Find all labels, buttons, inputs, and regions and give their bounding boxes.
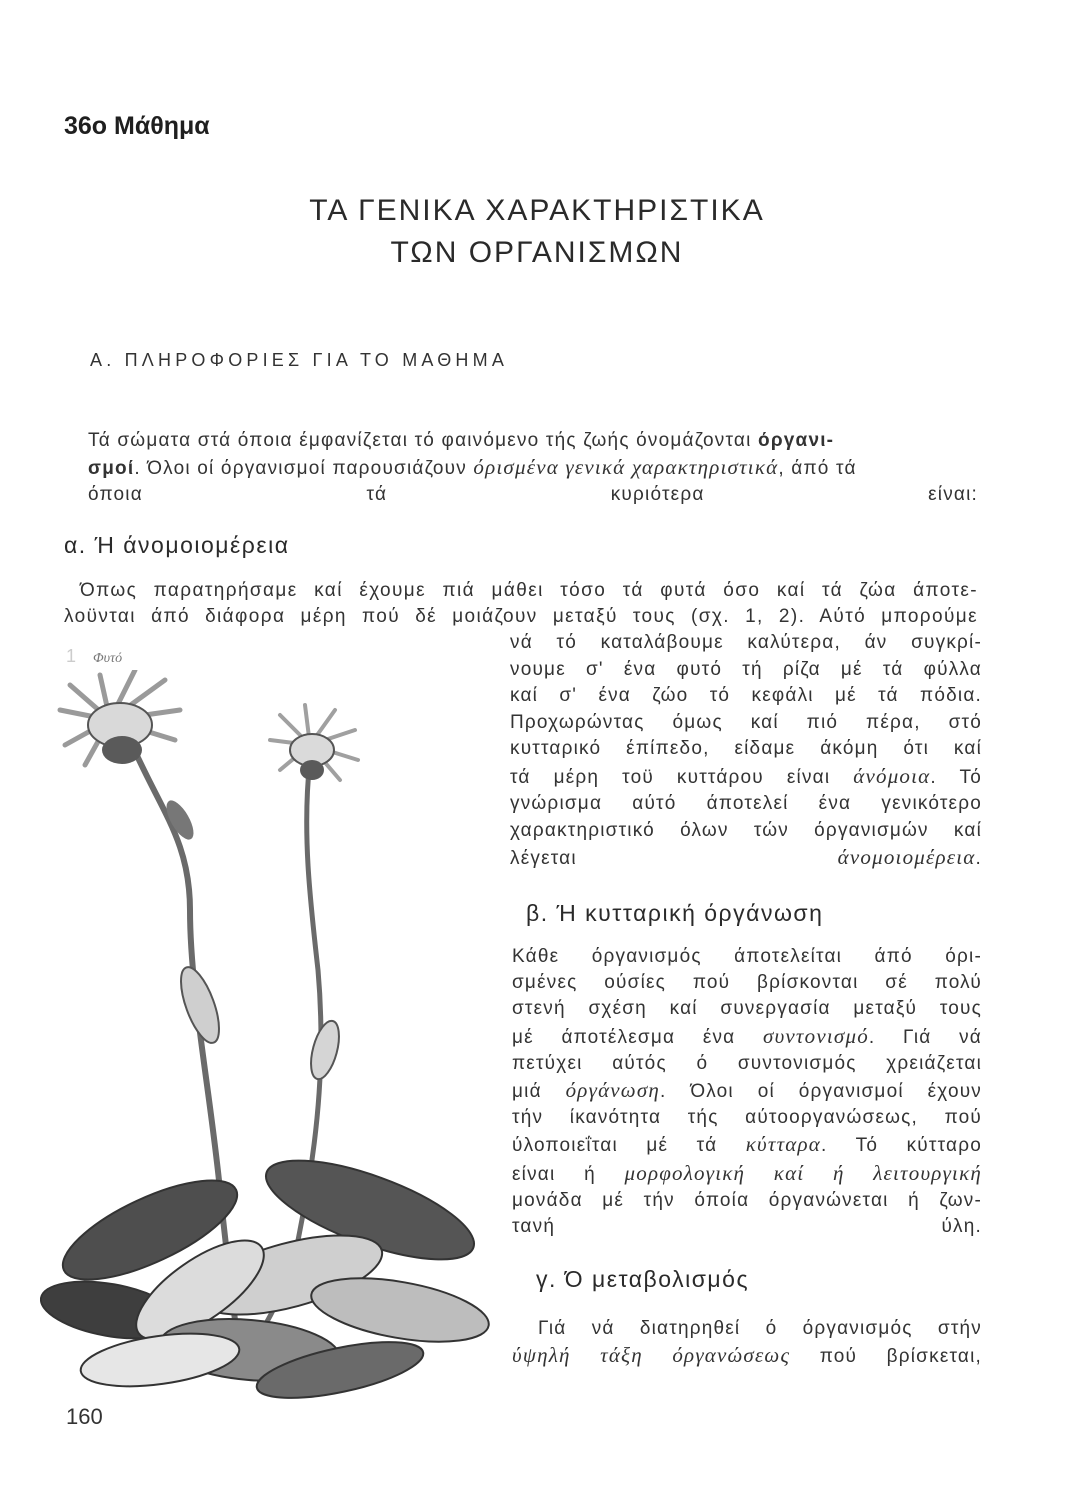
basal-leaves bbox=[40, 1140, 493, 1400]
intro-line-3: όποια τά κυριότερα είναι: bbox=[88, 484, 978, 505]
intro-text: , άπό τά bbox=[778, 458, 857, 479]
intro-text: . Όλοι οί όργανισμοί παρουσιάζουν bbox=[134, 458, 474, 479]
para-a-line: νουμε σ' ένα φυτό τή ρίζα μέ τά φύλλα bbox=[510, 658, 982, 680]
intro-text: Τά σώματα στά όποια έμφανίζεται τό φαινόμενο τής ζωής όνομάζονται bbox=[88, 430, 759, 451]
para-a-column bbox=[510, 630, 982, 873]
para-b bbox=[512, 944, 982, 1240]
para-a-text: τά μέρη τοϋ κυττάρου είναι bbox=[510, 766, 854, 788]
para-b-text: μιά bbox=[512, 1081, 566, 1103]
term-organisms: όργανι- bbox=[758, 430, 835, 451]
term-morphological-functional: μορφολογική καί ή λειτουργική bbox=[624, 1160, 982, 1185]
term-organization: όργάνωση bbox=[565, 1078, 661, 1103]
para-b-text: . Γιά νά bbox=[868, 1026, 982, 1048]
para-a-text: . bbox=[975, 848, 982, 869]
para-a-line: Προχωρώντας όμως καί πιό πέρα, στό bbox=[510, 711, 982, 733]
para-b-line: Κάθε όργανισμός άποτελείται άπό όρι- bbox=[512, 946, 982, 967]
para-b-text: ύλοποιεΐται μέ τά bbox=[512, 1135, 746, 1157]
term-high-order: ύψηλή τάξη όργανώσεως bbox=[512, 1343, 791, 1367]
para-b-line bbox=[512, 1077, 982, 1105]
para-c-text: πού βρίσκεται, bbox=[790, 1346, 983, 1367]
term-organisms-end: σμοί bbox=[88, 458, 135, 479]
para-a-text: λέγεται bbox=[510, 848, 838, 869]
lesson-number: 36ο Μάθημα bbox=[64, 112, 210, 140]
para-c-line bbox=[512, 1342, 982, 1370]
para-a-line bbox=[510, 844, 982, 873]
flower-left bbox=[60, 670, 180, 765]
para-b-line bbox=[512, 1023, 982, 1051]
term-general-characteristics: όρισμένα γενικά χαρακτηριστικά bbox=[473, 455, 779, 479]
para-b-text: είναι ή bbox=[512, 1163, 625, 1185]
stem-leaf bbox=[173, 963, 227, 1048]
heading-metabolism: γ. Ό μεταβολισμός bbox=[536, 1266, 750, 1292]
heading-anomoiomereia: α. Ή άνομοιομέρεια bbox=[64, 532, 290, 558]
para-b-line: σμένες ούσίες πού βρίσκονται σέ πολύ bbox=[512, 972, 982, 994]
intro-line-2 bbox=[88, 454, 978, 482]
para-b-text: μέ άποτέλεσμα ένα bbox=[512, 1026, 764, 1048]
term-anomoiomereia: άνομοιομέρεια bbox=[837, 845, 976, 869]
term-cells: κύτταρα bbox=[745, 1132, 822, 1157]
para-b-line: τανή ύλη. bbox=[512, 1216, 982, 1238]
para-b-line: πετύχει αύτός ό συντονισμός χρειάζεται bbox=[512, 1052, 982, 1074]
para-a-text: . Τό bbox=[930, 766, 982, 788]
term-dissimilar: άνόμοια bbox=[853, 763, 931, 788]
para-b-text: . Όλοι οί όργανισμοί έχουν bbox=[660, 1081, 983, 1103]
para-a-line bbox=[510, 763, 982, 792]
para-c-line: Γιά νά διατηρηθεί ό όργανισμός στήν bbox=[538, 1318, 982, 1339]
para-a-line: καί σ' ένα ζώο τό κεφάλι μέ τά πόδια. bbox=[510, 685, 982, 706]
plant-illustration bbox=[40, 670, 510, 1400]
page-title-line-2: ΤΩΝ ΟΡΓΑΝΙΣΜΩΝ bbox=[390, 236, 684, 269]
para-a-line: νά τό καταλάβουμε καλύτερα, άν συγκρί- bbox=[510, 632, 982, 653]
stem-leaf bbox=[306, 1018, 345, 1082]
intro-line-1 bbox=[88, 428, 978, 454]
para-b-line: τήν ίκανότητα τής αύτοοργανώσεως, πού bbox=[512, 1107, 982, 1129]
page-number: 160 bbox=[66, 1404, 103, 1429]
para-a-full-line-2: λοϋνται άπό διάφορα μέρη πού δέ μοιάζουν μεταξύ τους (σχ. 1, 2). Αύτό μπορούμε bbox=[64, 606, 978, 627]
para-a-line: χαρακτηριστικό όλων τών όργανισμών καί bbox=[510, 819, 982, 841]
term-coordination: συντονισμό bbox=[763, 1023, 869, 1048]
page-title-line-1: ΤΑ ΓΕΝΙΚΑ ΧΑΡΑΚΤΗΡΙΣΤΙΚΑ bbox=[309, 194, 765, 227]
para-b-line: στενή σχέση καί συνεργασία μεταξύ τους bbox=[512, 998, 982, 1020]
flower-right bbox=[270, 705, 358, 780]
para-a-line: κυτταρικό έπίπεδο, είδαμε άκόμη ότι καί bbox=[510, 738, 982, 759]
para-a-full-line-1: Όπως παρατηρήσαμε καί έχουμε πιά μάθει τόσο τά φυτά όσο καί τά ζώα άποτε- bbox=[80, 580, 978, 601]
para-b-line bbox=[512, 1160, 982, 1188]
intro-paragraph bbox=[88, 428, 978, 508]
heading-cellular-organization: β. Ή κυτταρική όργάνωση bbox=[526, 900, 824, 926]
para-b-text: . Τό κύτταρο bbox=[821, 1135, 982, 1157]
figure-caption: Φυτό bbox=[93, 651, 123, 666]
para-b-line: μονάδα μέ τήν όποία όργανώνεται ή ζων- bbox=[512, 1189, 982, 1211]
para-c bbox=[512, 1316, 982, 1370]
para-b-line bbox=[512, 1131, 982, 1159]
para-a-line: γνώρισμα αύτό άποτελεί ένα γενικότερο bbox=[510, 793, 982, 814]
section-heading-a: Α. ΠΛΗΡΟΦΟΡΙΕΣ ΓΙΑ ΤΟ ΜΑΘΗΜΑ bbox=[90, 350, 509, 370]
figure-number: 1 bbox=[66, 646, 77, 666]
